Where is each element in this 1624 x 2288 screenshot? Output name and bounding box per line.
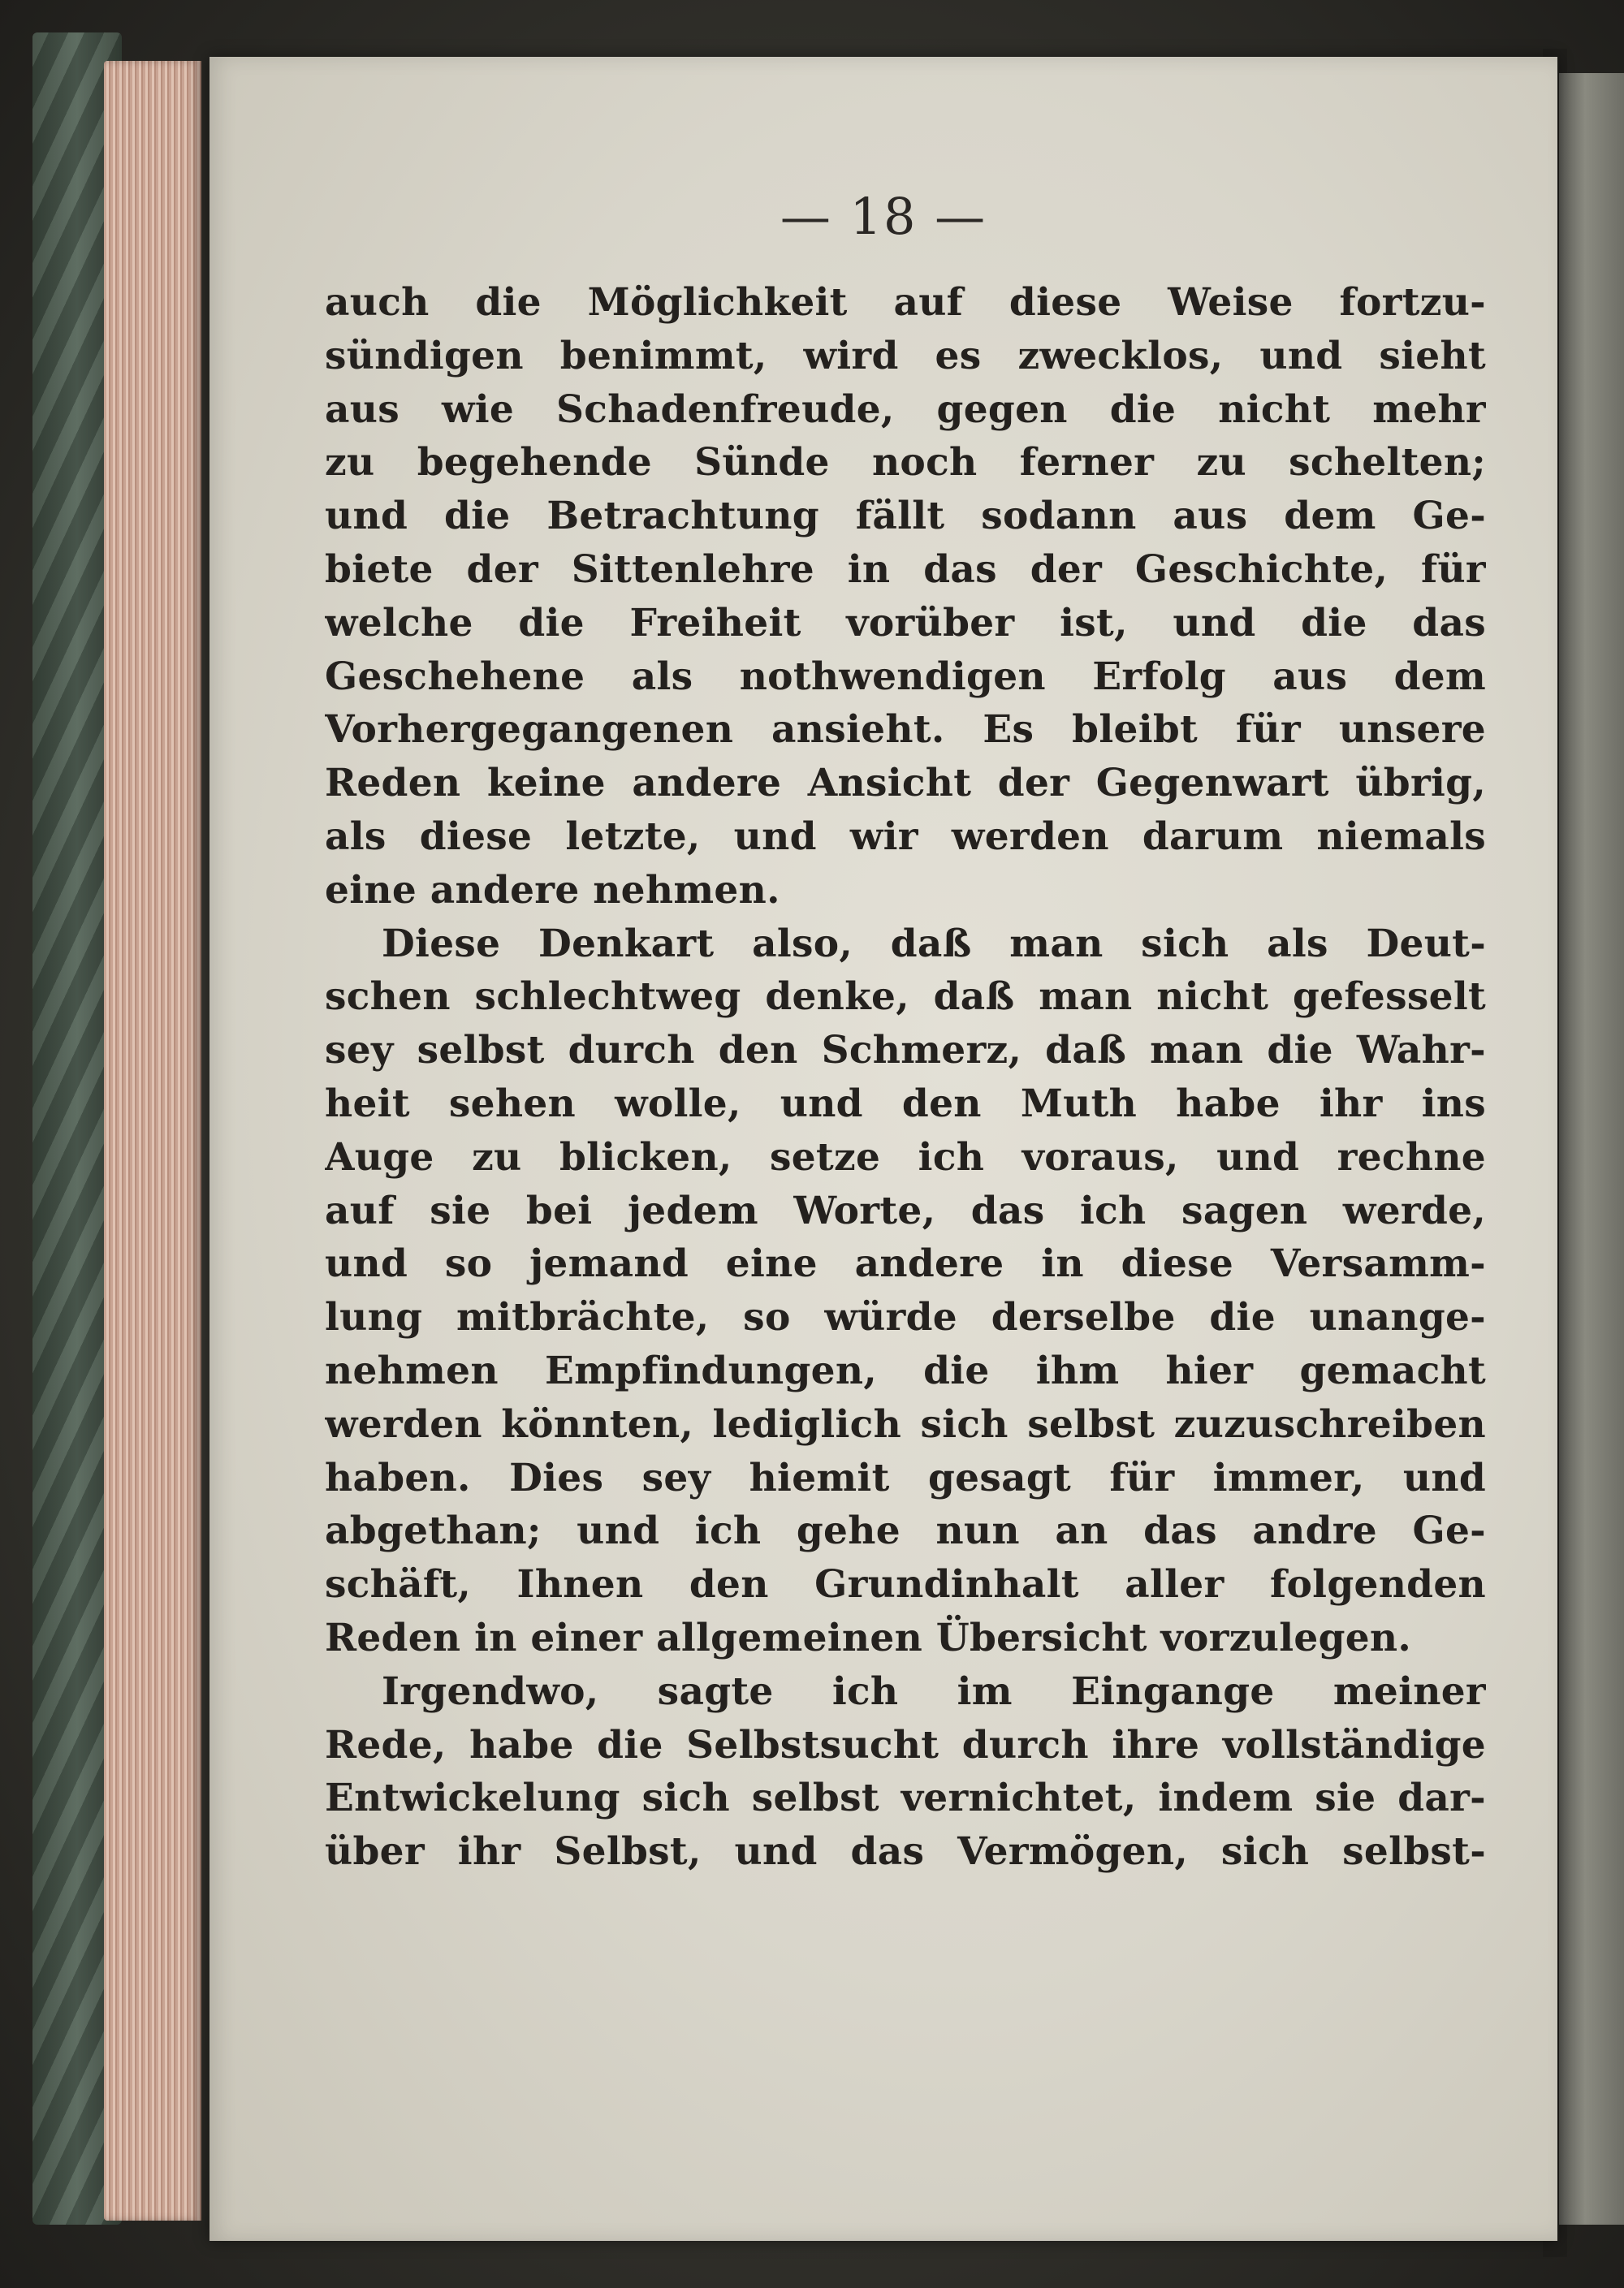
page-text xyxy=(325,276,1486,1879)
text-line: Vorhergegangenen ansieht. Es bleibt für unsere xyxy=(325,707,1486,753)
text-line: Reden keine andere Ansicht der Gegenwart übrig, xyxy=(325,761,1486,806)
text-line: zu begehende Sünde noch ferner zu schelten; xyxy=(325,440,1486,486)
text-line: sündigen benimmt, wird es zwecklos, und sieht xyxy=(325,333,1486,378)
text-line: Geschehene als nothwendigen Erfolg aus dem xyxy=(325,654,1486,699)
text-line: Irgendwo, sagte ich im Eingange meiner xyxy=(382,1669,1486,1714)
text-line: Diese Denkart also, daß man sich als Deut- xyxy=(382,921,1486,966)
text-line: als diese letzte, und wir werden darum niemals xyxy=(325,814,1486,859)
text-line: Rede, habe die Selbstsucht durch ihre vollständige xyxy=(325,1722,1486,1768)
text-line: und so jemand eine andere in diese Versamm- xyxy=(325,1241,1486,1287)
text-line: Reden in einer allgemeinen Übersicht vorzulegen. xyxy=(325,1615,1412,1660)
text-line: auf sie bei jedem Worte, das ich sagen werde, xyxy=(325,1188,1486,1233)
text-line: haben. Dies sey hiemit gesagt für immer, und xyxy=(325,1455,1486,1500)
text-line: welche die Freiheit vorüber ist, und die das xyxy=(325,600,1486,645)
text-line: nehmen Empfindungen, die ihm hier gemacht xyxy=(325,1348,1486,1393)
text-line: heit sehen wolle, und den Muth habe ihr ins xyxy=(325,1081,1486,1126)
book-cover-right xyxy=(1559,73,1624,2225)
text-line: lung mitbrächte, so würde derselbe die unange- xyxy=(325,1295,1486,1340)
text-line: werden könnten, lediglich sich selbst zuzuschreiben xyxy=(325,1401,1486,1447)
text-line: abgethan; und ich gehe nun an das andre Ge- xyxy=(325,1509,1486,1554)
text-line: und die Betrachtung fällt sodann aus dem Ge- xyxy=(325,494,1486,539)
text-line: aus wie Schadenfreude, gegen die nicht mehr xyxy=(325,386,1486,432)
text-line: Entwickelung sich selbst vernichtet, indem sie dar- xyxy=(325,1776,1486,1821)
text-line: schen schlechtweg denke, daß man nicht gefesselt xyxy=(325,974,1486,1020)
page-number: — 18 — xyxy=(780,187,987,246)
text-line: Auge zu blicken, setze ich voraus, und rechne xyxy=(325,1134,1486,1180)
text-line: über ihr Selbst, und das Vermögen, sich selbst- xyxy=(325,1829,1486,1875)
text-line: auch die Möglichkeit auf diese Weise fortzu- xyxy=(325,280,1486,325)
text-line: eine andere nehmen. xyxy=(325,867,780,913)
text-line: schäft, Ihnen den Grundinhalt aller folgenden xyxy=(325,1562,1486,1608)
text-line: sey selbst durch den Schmerz, daß man die Wahr- xyxy=(325,1028,1486,1073)
page-edges xyxy=(104,61,201,2221)
text-line: biete der Sittenlehre in das der Geschichte, für xyxy=(325,546,1486,592)
